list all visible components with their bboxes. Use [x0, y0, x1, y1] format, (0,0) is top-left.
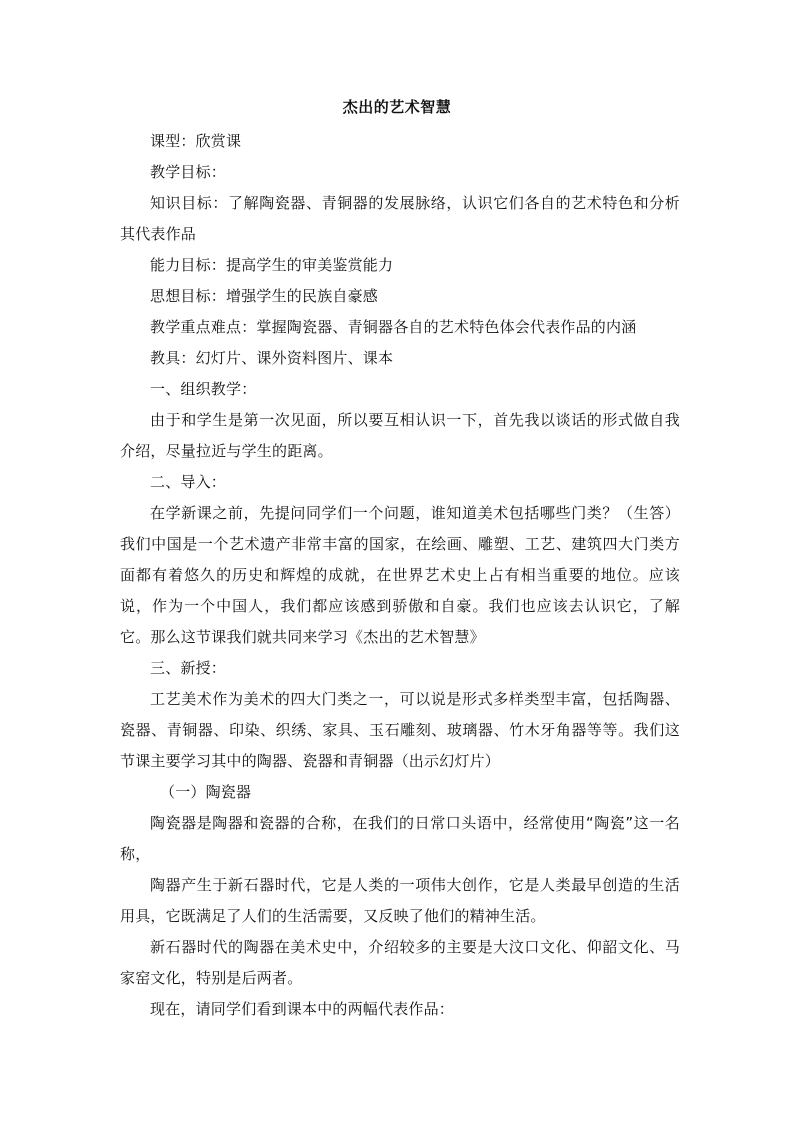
paragraph-neolithic-pottery: 新石器时代的陶器在美术史中，介绍较多的主要是大汶口文化、仰韶文化、马家窑文化，特别是后两者。 — [120, 938, 680, 987]
paragraph-lead-in: 在学新课之前，先提问同学们一个问题，谁知道美术包括哪些门类？（生答）我们中国是一个艺术遗产非常丰富的国家，在绘画、雕塑、工艺、建筑四大门类方面都有着悠久的历史和辉煌的成就，在世界艺术史上占有相当重要的地位。应该说，作为一个中国人，我们都应该感到骄傲和自豪。我们也应该去认识它，了解它。那么这节课我们就共同来学习《杰出的艺术智慧》 — [120, 504, 680, 646]
paragraph-ability-goal: 能力目标：提高学生的审美鉴赏能力 — [150, 256, 394, 274]
subsection-ceramics: （一）陶瓷器 — [160, 783, 252, 801]
section-new-lesson: 三、新授： — [150, 659, 227, 677]
document-title: 杰出的艺术智慧 — [342, 98, 452, 116]
paragraph-pottery-origin: 陶器产生于新石器时代，它是人类的一项伟大创作，它是人类最早创造的生活用具，它既满足了人们的生活需要，又反映了他们的精神生活。 — [120, 876, 680, 925]
paragraph-course-type: 课型：欣赏课 — [150, 132, 242, 150]
document-body — [120, 126, 680, 1025]
section-organize-teaching: 一、组织教学： — [150, 380, 257, 398]
paragraph-introduction-self: 由于和学生是第一次见面，所以要互相认识一下，首先我以谈话的形式做自我介绍，尽量拉近与学生的距离。 — [120, 411, 680, 460]
section-lead-in: 二、导入： — [150, 473, 227, 491]
paragraph-teaching-goals: 教学目标： — [150, 163, 227, 181]
paragraph-teaching-aids: 教具：幻灯片、课外资料图片、课本 — [150, 349, 394, 367]
paragraph-ceramics-definition: 陶瓷器是陶器和瓷器的合称，在我们的日常口头语中，经常使用“陶瓷”这一名称， — [120, 814, 680, 863]
paragraph-textbook-works: 现在，请同学们看到课本中的两幅代表作品： — [150, 1000, 455, 1018]
paragraph-key-points: 教学重点难点：掌握陶瓷器、青铜器各自的艺术特色体会代表作品的内涵 — [150, 318, 637, 336]
paragraph-knowledge-goal: 知识目标：了解陶瓷器、青铜器的发展脉络，认识它们各自的艺术特色和分析其代表作品 — [120, 194, 680, 243]
paragraph-crafts-art: 工艺美术作为美术的四大门类之一，可以说是形式多样类型丰富，包括陶器、瓷器、青铜器、印染、织绣、家具、玉石雕刻、玻璃器、竹木牙角器等等。我们这节课主要学习其中的陶器、瓷器和青铜器（出示幻灯片） — [120, 690, 680, 770]
paragraph-ideology-goal: 思想目标：增强学生的民族自豪感 — [150, 287, 379, 305]
